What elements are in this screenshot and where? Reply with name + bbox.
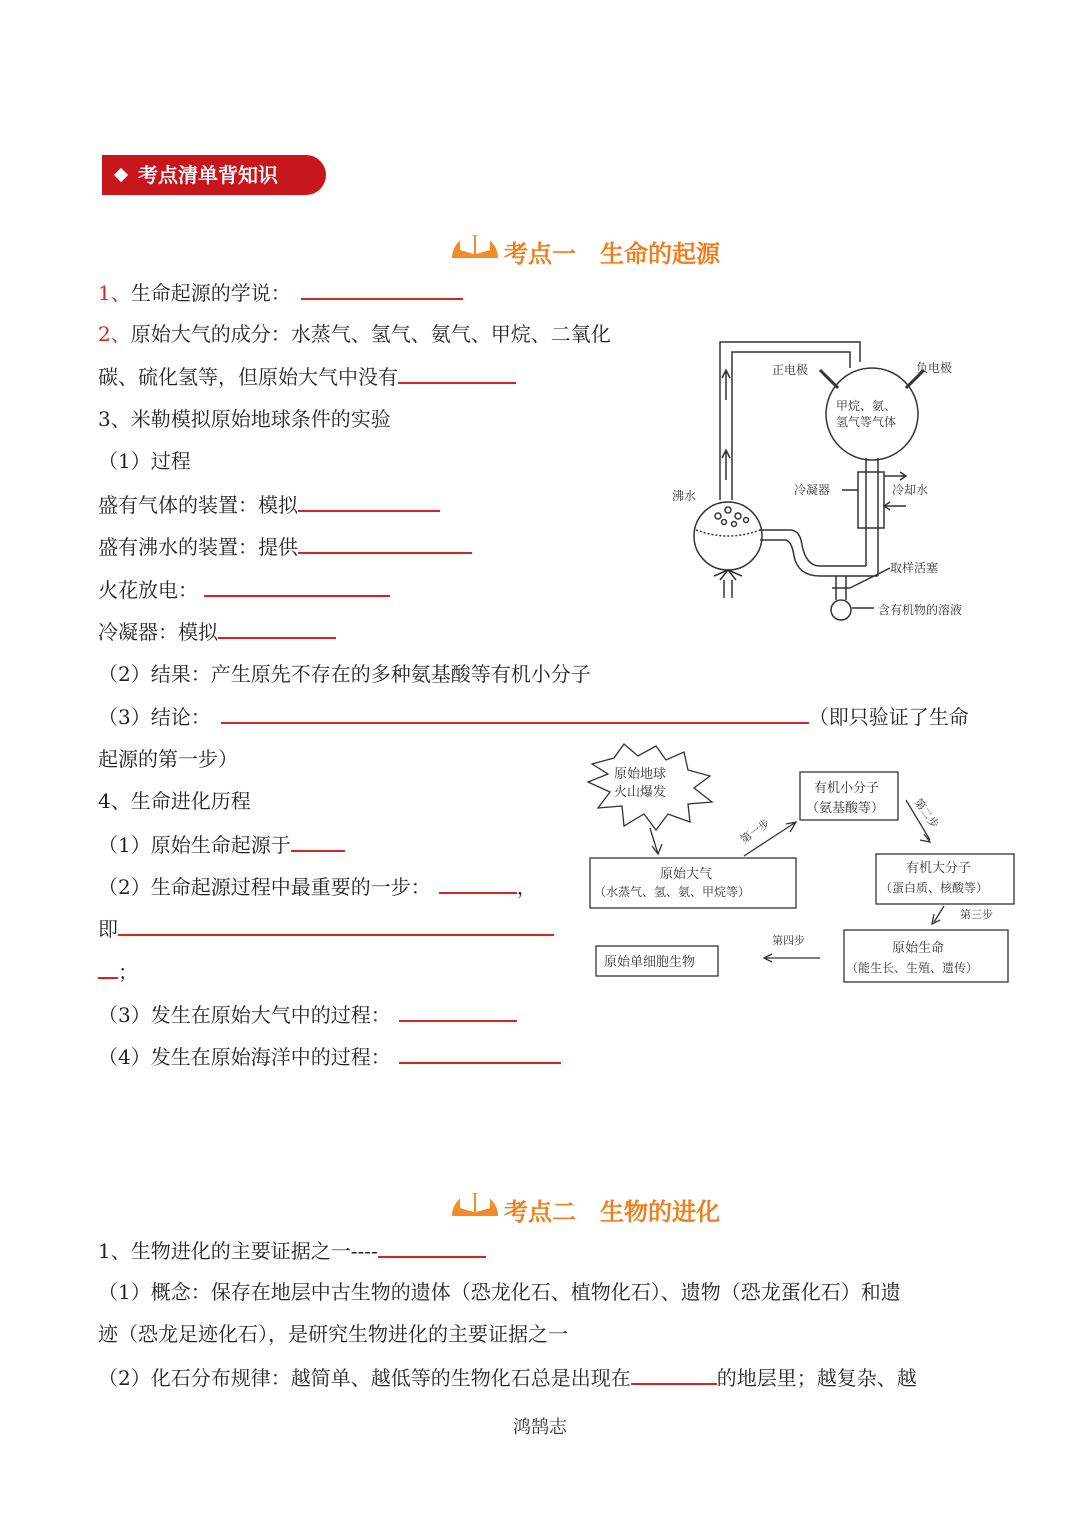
q4-2-ji: 即 (98, 917, 118, 941)
condenser-line (98, 617, 336, 646)
negative-electrode-label: 负电极 (916, 361, 953, 375)
q4-2-comma: ， (516, 875, 537, 899)
answer-blank[interactable] (439, 872, 517, 894)
banner-label: 考点清单背知识 (138, 163, 278, 187)
book-icon (448, 218, 502, 260)
gas-device-text: 盛有气体的装置：模拟 (98, 493, 298, 517)
answer-blank[interactable] (378, 1236, 486, 1258)
q4-1-text: （1）原始生命起源于 (98, 833, 291, 857)
q3-3-tail: （即只验证了生命 (808, 705, 969, 729)
q3-line: 3、米勒模拟原始地球条件的实验 (98, 407, 391, 431)
spark-text: 火花放电： (98, 578, 198, 602)
gas-device-line (98, 490, 440, 519)
spark-line (98, 575, 390, 604)
answer-blank[interactable] (298, 490, 440, 512)
q4-3-line (98, 1000, 517, 1029)
q4-2-line (98, 872, 537, 901)
step2-label: 第二步 (911, 796, 942, 831)
answer-blank[interactable] (398, 362, 516, 384)
q2-line-b (98, 362, 516, 391)
q3-1-line: （1）过程 (98, 449, 191, 473)
step3-label: 第三步 (960, 908, 993, 921)
atmosphere-label-2: （水蒸气、氢、氨、甲烷等） (594, 885, 751, 899)
evolution-diagram (584, 742, 1020, 994)
cooling-water-label: 冷却水 (892, 483, 929, 497)
q4-1-line (98, 830, 345, 859)
s2-q1-2-text: （2）化石分布规律：越简单、越低等的生物化石总是出现在 (98, 1366, 631, 1390)
s2-q1-2-tail: 的地层里；越复杂、越 (716, 1366, 917, 1390)
life-label-1: 原始生命 (892, 941, 945, 956)
book-icon (448, 1176, 502, 1218)
q4-2-line-c (98, 957, 138, 986)
water-device-text: 盛有沸水的装置：提供 (98, 535, 298, 559)
answer-blank[interactable] (221, 702, 809, 724)
atmosphere-label-1: 原始大气 (660, 867, 713, 882)
q4-3-text: （3）发生在原始大气中的过程： (98, 1003, 391, 1027)
q4-2-end: ； (118, 960, 138, 984)
small-molecule-label-2: （氨基酸等） (806, 801, 885, 816)
q3-3-text: （3）结论： (98, 705, 211, 729)
section2-title: 考点二 生物的进化 (504, 1198, 720, 1226)
q4-4-line (98, 1042, 561, 1071)
s2-q1-text: 1、生物进化的主要证据之一---- (98, 1239, 378, 1263)
step1-label: 第一步 (738, 816, 773, 847)
section1-title: 考点一 生命的起源 (504, 240, 720, 268)
q2-text-b: 碳、硫化氢等，但原始大气中没有 (98, 365, 398, 389)
q4-4-text: （4）发生在原始海洋中的过程： (98, 1045, 391, 1069)
q1-line (98, 278, 463, 307)
large-molecule-label-1: 有机大分子 (906, 861, 972, 876)
gas-label-2: 氢气等气体 (836, 415, 897, 429)
answer-blank[interactable] (298, 532, 472, 554)
s2-q1-2-line (98, 1363, 917, 1392)
gas-label-1: 甲烷、氨、 (836, 399, 897, 413)
q3-3-line-b: 起源的第一步） (98, 747, 238, 771)
miller-experiment-diagram (660, 330, 990, 630)
q4-2-text: （2）生命起源过程中最重要的一步： (98, 875, 431, 899)
condenser-text: 冷凝器：模拟 (98, 620, 218, 644)
positive-electrode-label: 正电极 (772, 363, 809, 377)
water-device-line (98, 532, 472, 561)
answer-blank[interactable] (399, 1042, 561, 1064)
answer-blank[interactable] (291, 830, 345, 852)
life-label-2: （能生长、生殖、遗传） (846, 961, 979, 975)
large-molecule-label-2: （蛋白质、核酸等） (880, 881, 989, 895)
answer-blank[interactable] (204, 575, 390, 597)
s2-q1-1-line-a: （1）概念：保存在地层中古生物的遗体（恐龙化石、植物化石）、遗物（恐龙蛋化石）和遗 (98, 1280, 901, 1304)
answer-blank[interactable] (301, 278, 463, 300)
answer-blank[interactable] (631, 1363, 717, 1385)
answer-blank[interactable] (399, 1000, 517, 1022)
q4-line: 4、生命进化历程 (98, 789, 251, 813)
page-footer: 鸿鹄志 (513, 1417, 567, 1438)
small-molecule-label-1: 有机小分子 (814, 781, 880, 796)
q3-2-line: （2）结果：产生原先不存在的多种氨基酸等有机小分子 (98, 662, 591, 686)
unicell-label: 原始单细胞生物 (604, 955, 696, 970)
s2-q1-1-line-b: 迹（恐龙足迹化石），是研究生物进化的主要证据之一 (98, 1322, 568, 1346)
condenser-label: 冷凝器 (794, 483, 831, 497)
q1-text: 1、生命起源的学说： (98, 281, 291, 305)
volcano-label-2: 火山爆发 (614, 785, 667, 800)
organic-solution-label: 含有机物的溶液 (878, 603, 963, 617)
boiling-water-label: 沸水 (672, 489, 697, 503)
q4-2-line-b (98, 914, 554, 943)
answer-blank[interactable] (118, 914, 554, 936)
q2-line-a: 2、原始大气的成分：水蒸气、氢气、氨气、甲烷、二氧化 (98, 322, 611, 346)
q3-3-line (98, 702, 969, 731)
s2-q1-line (98, 1236, 486, 1265)
answer-blank[interactable] (218, 617, 336, 639)
step4-label: 第四步 (772, 934, 805, 947)
section-banner (102, 155, 326, 195)
answer-blank[interactable] (98, 957, 118, 979)
volcano-label-1: 原始地球 (614, 767, 667, 782)
diamond-icon (114, 168, 128, 182)
sampling-valve-label: 取样活塞 (890, 561, 939, 575)
